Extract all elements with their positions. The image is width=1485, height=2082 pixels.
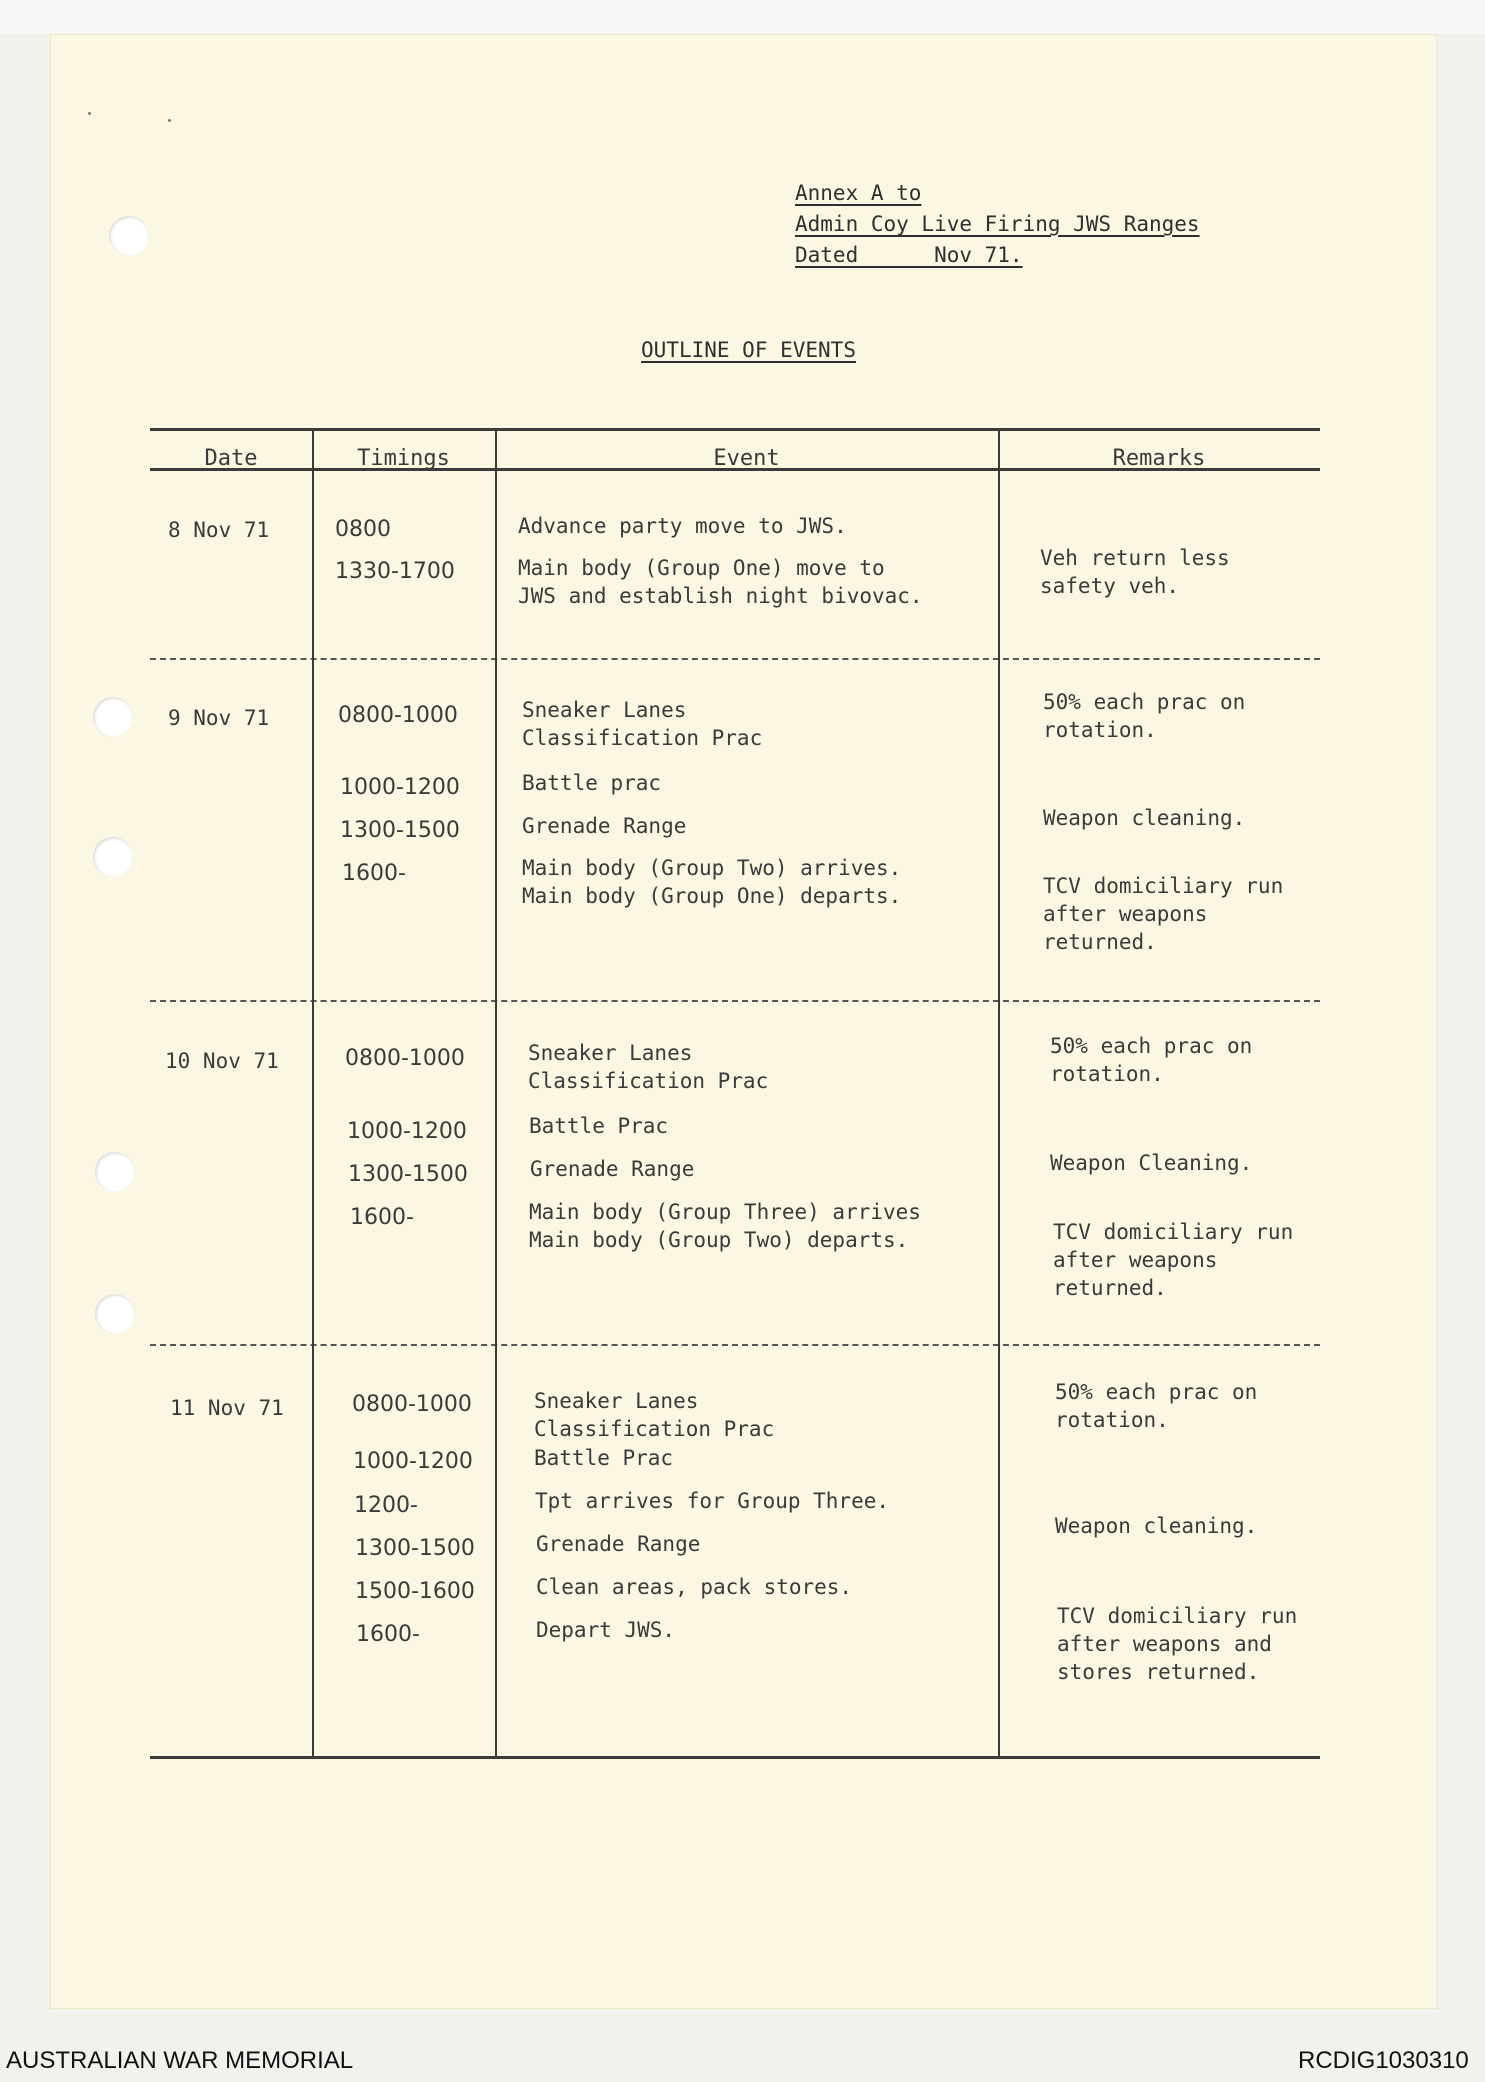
table-top-rule [150, 428, 1320, 431]
paper-speck [168, 119, 171, 122]
row-event: Sneaker Lanes Classification Prac [528, 1041, 769, 1093]
row-event: Sneaker Lanes Classification Prac [534, 1389, 775, 1441]
row-divider [150, 658, 1320, 660]
punch-hole [109, 216, 149, 256]
row-event: Battle Prac [534, 1446, 674, 1470]
row-event: Main body (Group Three) arrives Main body (Group Two) departs. [529, 1200, 921, 1252]
row-event: Main body (Group Two) arrives. Main body (Group One) departs. [522, 856, 902, 908]
column-divider [495, 430, 497, 1756]
row-timing: 1300-1500 [355, 1536, 475, 1561]
row-remark: TCV domiciliary run after weapons and stores returned. [1057, 1604, 1298, 1684]
footer-institution: AUSTRALIAN WAR MEMORIAL [6, 2047, 354, 2074]
row-date: 8 Nov 71 [168, 518, 270, 542]
row-timing: 1500-1600 [355, 1579, 475, 1604]
punch-hole [93, 697, 133, 737]
top-margin-strip [0, 0, 1485, 34]
footer-item-id: RCDIG1030310 [1298, 2047, 1469, 2074]
row-timing: 1000-1200 [353, 1449, 473, 1474]
row-divider [150, 1344, 1320, 1346]
column-divider [998, 430, 1000, 1756]
punch-hole [93, 837, 133, 877]
row-remark: Veh return less safety veh. [1040, 546, 1230, 598]
row-event: Grenade Range [536, 1532, 701, 1556]
row-remark: TCV domiciliary run after weapons returned. [1043, 874, 1284, 954]
header-event: Event [713, 446, 780, 471]
header-remarks: Remarks [1112, 446, 1206, 471]
annex-reference [795, 178, 1200, 271]
row-timing: 1300-1500 [340, 818, 460, 843]
row-timing: 0800-1000 [345, 1046, 465, 1071]
row-remark: 50% each prac on rotation. [1055, 1380, 1258, 1432]
row-timing: 1600- [350, 1205, 414, 1230]
column-divider [312, 430, 314, 1756]
row-timing: 1200- [354, 1493, 418, 1518]
row-timing: 1600- [356, 1622, 420, 1647]
row-remark: 50% each prac on rotation. [1043, 690, 1246, 742]
annex-line-3: Dated Nov 71. [795, 243, 1023, 267]
row-event: Main body (Group One) move to JWS and establish night bivovac. [518, 556, 923, 608]
row-divider [150, 1000, 1320, 1002]
paper-speck [88, 112, 91, 115]
row-remark: Weapon Cleaning. [1050, 1151, 1253, 1175]
row-remark: Weapon cleaning. [1043, 806, 1246, 830]
row-remark: 50% each prac on rotation. [1050, 1034, 1253, 1086]
row-timing: 0800 [335, 517, 391, 542]
row-event: Battle Prac [529, 1114, 669, 1138]
header-date: Date [204, 446, 258, 471]
row-remark: Weapon cleaning. [1055, 1514, 1258, 1538]
punch-hole [95, 1152, 135, 1192]
row-event: Depart JWS. [536, 1618, 676, 1642]
table-bottom-rule [150, 1756, 1320, 1759]
row-event: Grenade Range [522, 814, 687, 838]
row-date: 9 Nov 71 [168, 706, 270, 730]
document-title: OUTLINE OF EVENTS [641, 338, 856, 362]
annex-line-2: Admin Coy Live Firing JWS Ranges [795, 212, 1200, 236]
row-timing: 0800-1000 [352, 1392, 472, 1417]
row-timing: 1600- [342, 861, 406, 886]
row-event: Clean areas, pack stores. [536, 1575, 853, 1599]
annex-line-1: Annex A to [795, 181, 922, 205]
row-timing: 1300-1500 [348, 1162, 468, 1187]
row-timing: 0800-1000 [338, 703, 458, 728]
punch-hole [95, 1294, 135, 1334]
row-remark: TCV domiciliary run after weapons returned. [1053, 1220, 1294, 1300]
row-timing: 1000-1200 [340, 775, 460, 800]
row-event: Grenade Range [530, 1157, 695, 1181]
row-date: 11 Nov 71 [170, 1396, 284, 1420]
row-timing: 1000-1200 [347, 1119, 467, 1144]
row-timing: 1330-1700 [335, 559, 455, 584]
row-event: Advance party move to JWS. [518, 514, 847, 538]
row-event: Tpt arrives for Group Three. [535, 1489, 890, 1513]
header-timings: Timings [357, 446, 450, 471]
events-table [150, 412, 1320, 1762]
row-event: Battle prac [522, 771, 662, 795]
row-date: 10 Nov 71 [165, 1049, 279, 1073]
row-event: Sneaker Lanes Classification Prac [522, 698, 763, 750]
